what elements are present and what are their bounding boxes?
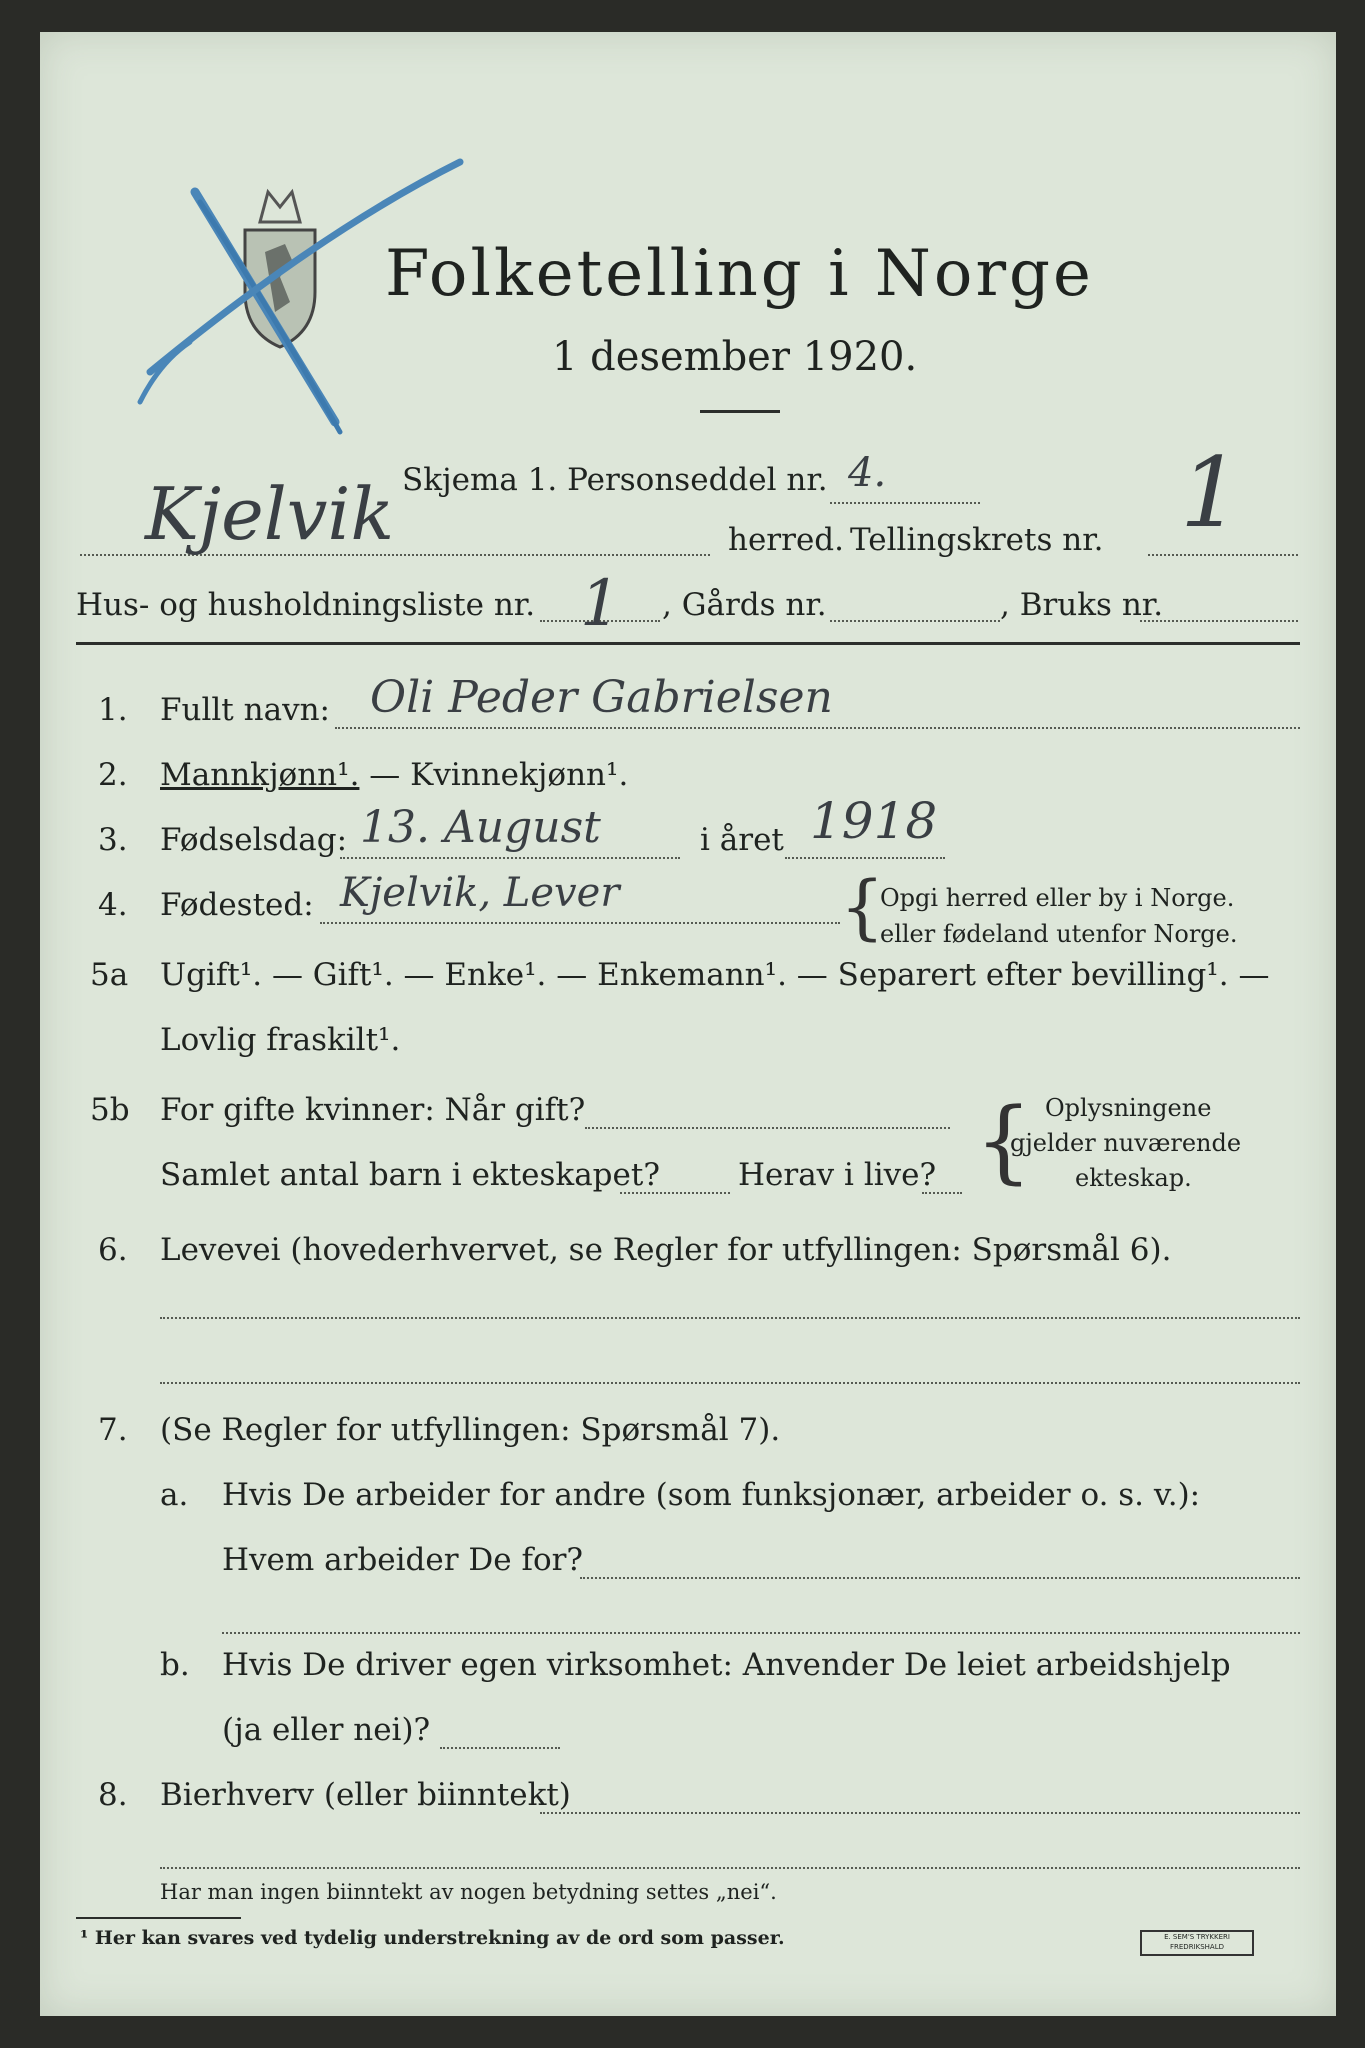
q5b-note-line1: Oplysningene <box>1045 1094 1212 1122</box>
q8-note: Har man ingen biinntekt av nogen betydning settes „nei“. <box>160 1880 777 1904</box>
title-divider <box>700 410 780 413</box>
tellingskrets-label: Tellingskrets nr. <box>850 522 1104 558</box>
q7a-line2: Hvem arbeider De for? <box>222 1542 584 1578</box>
q8-label: Bierhverv (eller biinntekt) <box>160 1777 571 1813</box>
birthday-value: 13. August <box>360 802 601 853</box>
q7-label: (Se Regler for utfyllingen: Spørsmål 7). <box>160 1412 781 1448</box>
herred-label: herred. <box>728 522 844 558</box>
q5b-note-line3: ekteskap. <box>1075 1164 1192 1192</box>
q3-number: 3. <box>98 822 128 858</box>
q4-number: 4. <box>98 887 128 923</box>
birthplace-value: Kjelvik, Lever <box>340 870 620 916</box>
male-option[interactable]: Mannkjønn¹. <box>160 757 360 793</box>
q7b-letter: b. <box>160 1647 190 1683</box>
children-count-label: Samlet antal barn i ekteskapet? <box>160 1157 660 1193</box>
schema-label: Skjema 1. Personseddel nr. <box>402 462 828 498</box>
q6-label: Levevei (hovederhvervet, se Regler for utfyllingen: Spørsmål 6). <box>160 1232 1172 1268</box>
q1-number: 1. <box>98 692 128 728</box>
marital-status-options[interactable]: Ugift¹. — Gift¹. — Enke¹. — Enkemann¹. — Separert efter bevilling¹. — <box>160 957 1270 993</box>
q7b-line2: (ja eller nei)? <box>222 1712 431 1748</box>
q7a-line1: Hvis De arbeider for andre (som funksjonær, arbeider o. s. v.): <box>222 1477 1201 1513</box>
q2-number: 2. <box>98 757 128 793</box>
q4-note-line2: eller fødeland utenfor Norge. <box>880 920 1238 948</box>
q5a-number: 5a <box>90 957 129 993</box>
census-date: 1 desember 1920. <box>552 334 918 380</box>
gards-label: , Gårds nr. <box>662 587 827 623</box>
census-form-sheet: Folketelling i Norge 1 desember 1920. Skjema 1. Personseddel nr. 4. Kjelvik herred. Tellingskrets nr. 1 Hus- og husholdningsliste nr. 1 , Gårds nr. , Bruks nr. 1. Fullt navn: Oli Peder Gabrielsen 2. Mannkjønn¹. — Kvinnekjønn¹. 3. Fødselsdag: 13. August i året 1918 4. Fødested: Kjelvik, Lever { Opgi herred eller by i Norge. eller fødeland utenfor Norge. 5a Ugift¹. — Gift¹. — Enke¹. — Enkemann¹. — Separert efter bevilling¹. — Lovlig fraskilt¹. 5b For gifte kvinner: Når gift? Samlet antal barn i ekteskapet? Herav i live? { Oplysningene gjelder nuværende ekteskap. 6. Levevei (hovederhvervet, se Regler for utfyllingen: Spørsmål 6). 7. (Se Regler for utfyllingen: Spørsmål 7). a. Hvis De arbeider for andre (som funksjonær, arbeider o. s. v.): Hvem arbeider De for? b. Hvis De driver egen virksomhet: Anvender De leiet arbeidshjelp (ja eller nei)? 8. Bierhverv (eller biinntekt) Har man ingen biinntekt av nogen betydning settes „nei“. ¹ Her kan svares ved tydelig understrekning av de ord som passer. E. SEM'S TRYKKERI FREDRIKSHALD <box>40 32 1336 2016</box>
q7a-letter: a. <box>160 1477 189 1513</box>
female-option[interactable]: Kvinnekjønn¹. <box>410 757 629 793</box>
birth-year-value: 1918 <box>810 792 938 850</box>
form-title: Folketelling i Norge <box>385 237 1094 311</box>
bruks-label: , Bruks nr. <box>1000 587 1164 623</box>
q5b-number: 5b <box>90 1092 130 1128</box>
header-divider <box>76 642 1300 645</box>
q4-note-line1: Opgi herred eller by i Norge. <box>880 884 1235 912</box>
q7-number: 7. <box>98 1412 128 1448</box>
personseddel-number-value: 4. <box>848 450 887 496</box>
footnote-text: ¹ Her kan svares ved tydelig understrekning av de ord som passer. <box>80 1927 785 1949</box>
full-name-value: Oli Peder Gabrielsen <box>370 672 833 723</box>
q8-number: 8. <box>98 1777 128 1813</box>
children-alive-label: Herav i live? <box>738 1157 937 1193</box>
household-list-value: 1 <box>580 567 621 641</box>
q5b-note-line2: gjelder nuværende <box>1010 1129 1242 1157</box>
q3-label: Fødselsdag: <box>160 822 348 858</box>
year-label: i året <box>700 822 784 858</box>
tellingskrets-value: 1 <box>1180 437 1242 549</box>
q6-number: 6. <box>98 1232 128 1268</box>
married-when-label: For gifte kvinner: Når gift? <box>160 1092 586 1128</box>
q1-label: Fullt navn: <box>160 692 330 728</box>
q4-label: Fødested: <box>160 887 314 923</box>
printer-stamp: E. SEM'S TRYKKERI FREDRIKSHALD <box>1140 1930 1254 1956</box>
q7b-line1: Hvis De driver egen virksomhet: Anvender De leiet arbeidshjelp <box>222 1647 1231 1683</box>
household-list-label: Hus- og husholdningsliste nr. <box>76 587 536 623</box>
footnote-divider <box>76 1917 241 1919</box>
divorced-option[interactable]: Lovlig fraskilt¹. <box>160 1022 401 1058</box>
herred-value: Kjelvik <box>145 472 395 556</box>
